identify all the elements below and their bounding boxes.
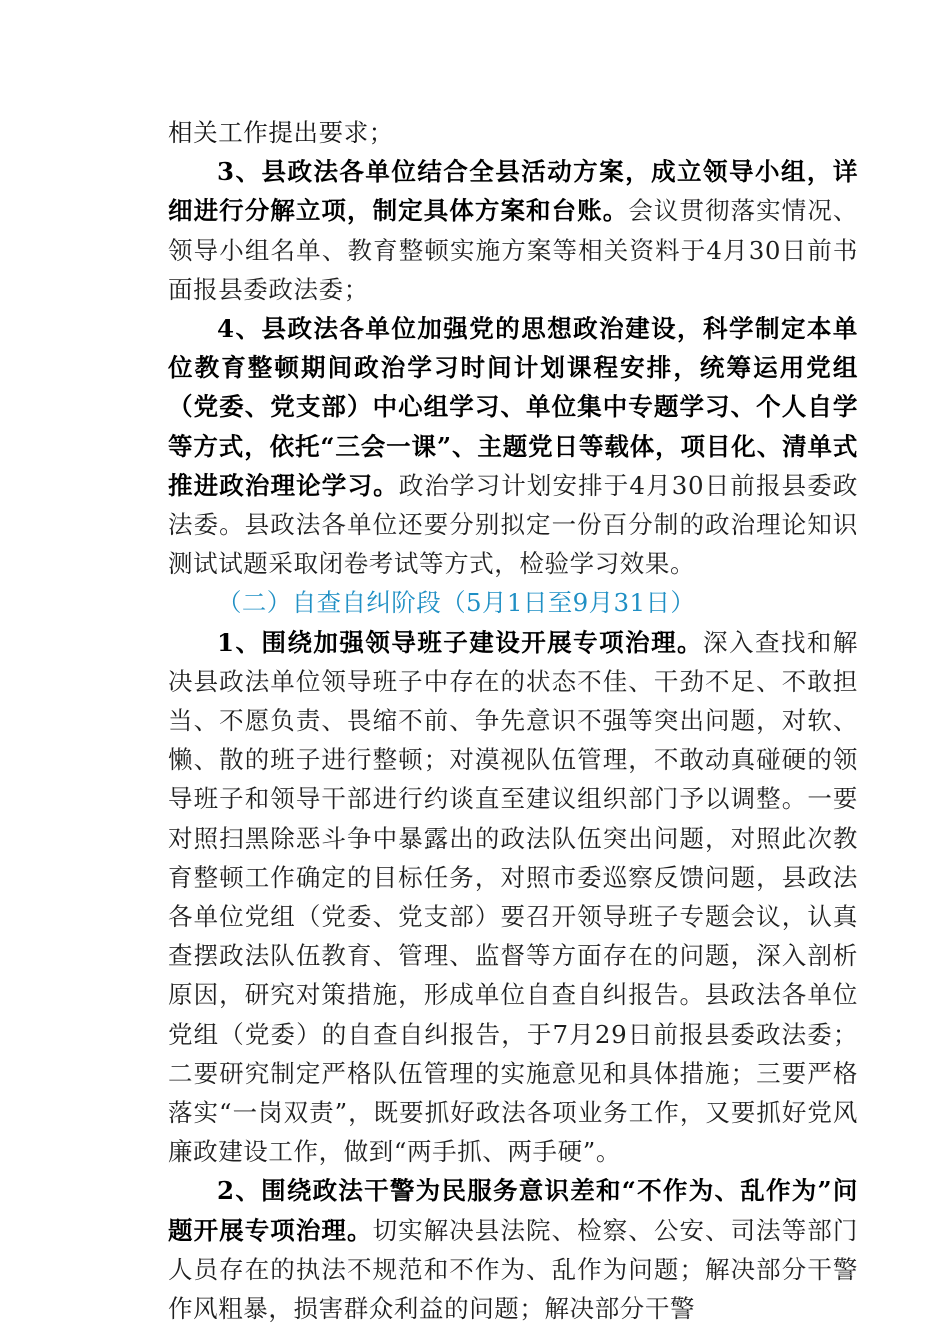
section-2-item-1-paragraph: [168, 623, 858, 1172]
item-3-body: 会议贯彻落实情况、领导小组名单、教育整顿实施方案等相关资料于4月30日前书面报县委政法委；: [168, 196, 858, 304]
section-2-item-1-bold-lead: 1、围绕加强领导班子建设开展专项治理。: [217, 627, 704, 657]
item-4-paragraph: [168, 309, 858, 583]
section-2-item-2-body: 切实解决县法院、检察、公安、司法等部门人员存在的执法不规范和不作为、乱作为问题；解决部分干警作风粗暴，损害群众利益的问题；解决部分干警: [168, 1215, 858, 1324]
continuation-text: 相关工作提出要求；: [168, 118, 394, 147]
section-2-heading: （二）自查自纠阶段（5月1日至9月31日）: [217, 588, 696, 618]
item-3-paragraph: [168, 152, 858, 309]
item-3-bold-lead: 3、县政法各单位结合全县活动方案，成立领导小组，详细进行分解立项，制定具体方案和台账。: [168, 157, 858, 226]
document-body: [168, 113, 858, 1328]
section-2-item-2-paragraph: [168, 1171, 858, 1328]
item-4-bold-lead: 4、县政法各单位加强党的思想政治建设，科学制定本单位教育整顿期间政治学习时间计划课程安排，统筹运用党组（党委、党支部）中心组学习、单位集中专题学习、个人自学等方式，依托“三会一课”、主题党日等载体，项目化、清单式推进政治理论学习。: [168, 314, 858, 500]
continuation-paragraph: [168, 113, 858, 152]
section-2-item-2-bold-lead: 2、围绕政法干警为民服务意识差和“不作为、乱作为”问题开展专项治理。: [168, 1176, 858, 1245]
section-2-item-1-body: 深入查找和解决县政法单位领导班子中存在的状态不佳、干劲不足、不敢担当、不愿负责、畏缩不前、争先意识不强等突出问题，对软、懒、散的班子进行整顿；对漠视队伍管理，不敢动真碰硬的领导班子和领导干部进行约谈直至建议组织部门予以调整。一要对照扫黑除恶斗争中暴露出的政法队伍突出问题，对照此次教育整顿工作确定的目标任务，对照市委巡察反馈问题，县政法各单位党组（党委、党支部）要召开领导班子专题会议，认真查摆政法队伍教育、管理、监督等方面存在的问题，深入剖析原因，研究对策措施，形成单位自查自纠报告。县政法各单位党组（党委）的自查自纠报告，于7月29日前报县委政法委；二要研究制定严格队伍管理的实施意见和具体措施；三要严格落实“一岗双责”，既要抓好政法各项业务工作，又要抓好党风廉政建设工作，做到“两手抓、两手硬”。: [168, 627, 858, 1167]
item-4-body: 政治学习计划安排于4月30日前报县委政法委。县政法各单位还要分别拟定一份百分制的政治理论知识测试试题采取闭卷考试等方式，检验学习效果。: [168, 470, 858, 579]
